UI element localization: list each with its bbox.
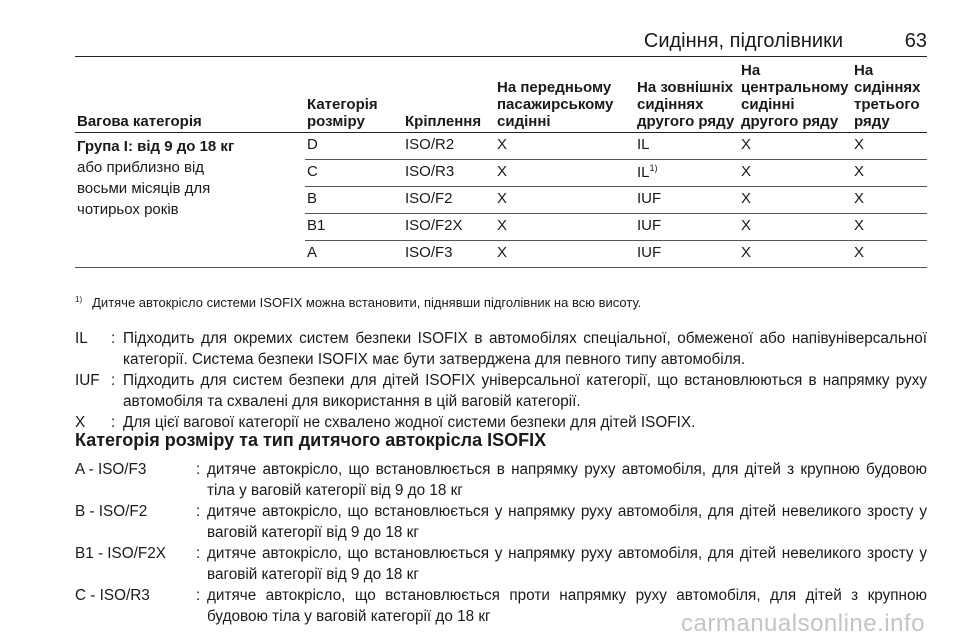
cell-outer: [635, 241, 739, 268]
cell-fixture: ISO/F2X: [403, 214, 495, 241]
col-fixture: Кріплення: [403, 62, 495, 133]
size-item: [75, 543, 927, 585]
size-colon: :: [196, 545, 201, 562]
cell-size: C: [305, 160, 403, 187]
legend-colon: :: [111, 330, 116, 347]
col-weight-category: Вагова категорія: [75, 62, 305, 133]
col-front-passenger: На передньому пасажирському сидінні: [495, 62, 635, 133]
weight-group-description: або приблизно від восьми місяців для чотирьох років: [77, 159, 211, 218]
legend-desc: Підходить для окремих систем безпеки ISOFIX в автомобілях спеціальної, обмеженої або напівуніверсальної категорії. Система безпеки ISOFIX має бути затверджена для певного типу автомобіля.: [123, 330, 927, 368]
size-item: [75, 501, 927, 543]
cell-front: X: [495, 241, 635, 268]
page-title: Сидіння, підголівники: [643, 30, 843, 52]
cell-center: X: [739, 187, 852, 214]
legend-item: [75, 328, 927, 370]
cell-third: X: [852, 133, 927, 160]
cell-size: A: [305, 241, 403, 268]
cell-size: B1: [305, 214, 403, 241]
cell-front: X: [495, 160, 635, 187]
cell-outer-value: IL: [637, 164, 650, 181]
cell-front: X: [495, 187, 635, 214]
col-outer-second-row: На зовнішніх сидіннях другого ряду: [635, 62, 739, 133]
isofix-table: [75, 62, 927, 268]
legend-term: X: [75, 414, 86, 431]
weight-group-title: Група I: від 9 до 18 кг: [77, 138, 235, 155]
cell-center: X: [739, 133, 852, 160]
cell-third: X: [852, 160, 927, 187]
legend-list: [75, 328, 927, 433]
size-item: [75, 459, 927, 501]
cell-size: B: [305, 187, 403, 214]
size-section-heading: Категорія розміру та тип дитячого автокрісла ISOFIX: [75, 430, 547, 450]
cell-fixture: ISO/F3: [403, 241, 495, 268]
cell-front: X: [495, 214, 635, 241]
cell-center: X: [739, 214, 852, 241]
page-header: [75, 22, 927, 57]
cell-outer-value: IUF: [637, 244, 662, 261]
size-desc: дитяче автокрісло, що встановлюється в напрямку руху автомобіля, для дітей з крупною будовою тіла у ваговій категорії від 9 до 18 кг: [207, 461, 927, 499]
cell-outer-value: IL: [637, 136, 650, 153]
size-desc: дитяче автокрісло, що встановлюється у напрямку руху автомобіля, для дітей невеликого зросту у ваговій категорії від 9 до 18 кг: [207, 545, 927, 583]
col-third-row: На сидіннях третього ряду: [852, 62, 927, 133]
cell-outer-value: IUF: [637, 190, 662, 207]
legend-colon: :: [111, 414, 116, 431]
cell-outer: [635, 214, 739, 241]
legend-desc: Для цієї вагової категорії не схвалено жодної системи безпеки для дітей ISOFIX.: [123, 414, 696, 431]
footnote-ref: 1): [649, 163, 658, 173]
legend-colon: :: [111, 372, 116, 389]
size-term: A - ISO/F3: [75, 461, 147, 478]
cell-outer: [635, 160, 739, 187]
cell-third: X: [852, 187, 927, 214]
size-colon: :: [196, 587, 201, 604]
col-size-category: Категорія розміру: [305, 62, 403, 133]
size-colon: :: [196, 461, 201, 478]
legend-desc: Підходить для систем безпеки для дітей ISOFIX універсальної категорії, що встановлюються в напрямку руху автомобіля та схвалені для використання в цій ваговій категорії.: [123, 372, 927, 410]
size-desc: дитяче автокрісло, що встановлюється проти напрямку руху автомобіля, для дітей з крупною будовою тіла у ваговій категорії до 18 кг: [207, 587, 927, 625]
cell-fixture: ISO/F2: [403, 187, 495, 214]
table-header-row: [75, 62, 927, 133]
size-term: C - ISO/R3: [75, 587, 150, 604]
cell-center: X: [739, 160, 852, 187]
size-colon: :: [196, 503, 201, 520]
page-number: 63: [904, 30, 927, 52]
cell-third: X: [852, 214, 927, 241]
weight-group-cell: [75, 133, 305, 268]
footnote-text: Дитяче автокрісло системи ISOFIX можна встановити, піднявши підголівник на всю висоту.: [92, 295, 642, 310]
legend-term: IUF: [75, 372, 100, 389]
size-term: B1 - ISO/F2X: [75, 545, 166, 562]
cell-fixture: ISO/R2: [403, 133, 495, 160]
watermark: carmanualsonline.info: [681, 610, 925, 637]
cell-outer-value: IUF: [637, 217, 662, 234]
legend-item: [75, 370, 927, 412]
cell-fixture: ISO/R3: [403, 160, 495, 187]
table-row: [75, 133, 927, 160]
footnote: [75, 292, 641, 311]
size-category-list: [75, 459, 927, 627]
cell-front: X: [495, 133, 635, 160]
size-desc: дитяче автокрісло, що встановлюється у напрямку руху автомобіля, для дітей невеликого зросту у ваговій категорії від 9 до 18 кг: [207, 503, 927, 541]
cell-outer: [635, 133, 739, 160]
footnote-marker: 1): [75, 295, 83, 304]
size-term: B - ISO/F2: [75, 503, 148, 520]
col-center-second-row: На центральному сидінні другого ряду: [739, 62, 852, 133]
legend-term: IL: [75, 330, 88, 347]
cell-center: X: [739, 241, 852, 268]
cell-outer: [635, 187, 739, 214]
cell-size: D: [305, 133, 403, 160]
cell-third: X: [852, 241, 927, 268]
